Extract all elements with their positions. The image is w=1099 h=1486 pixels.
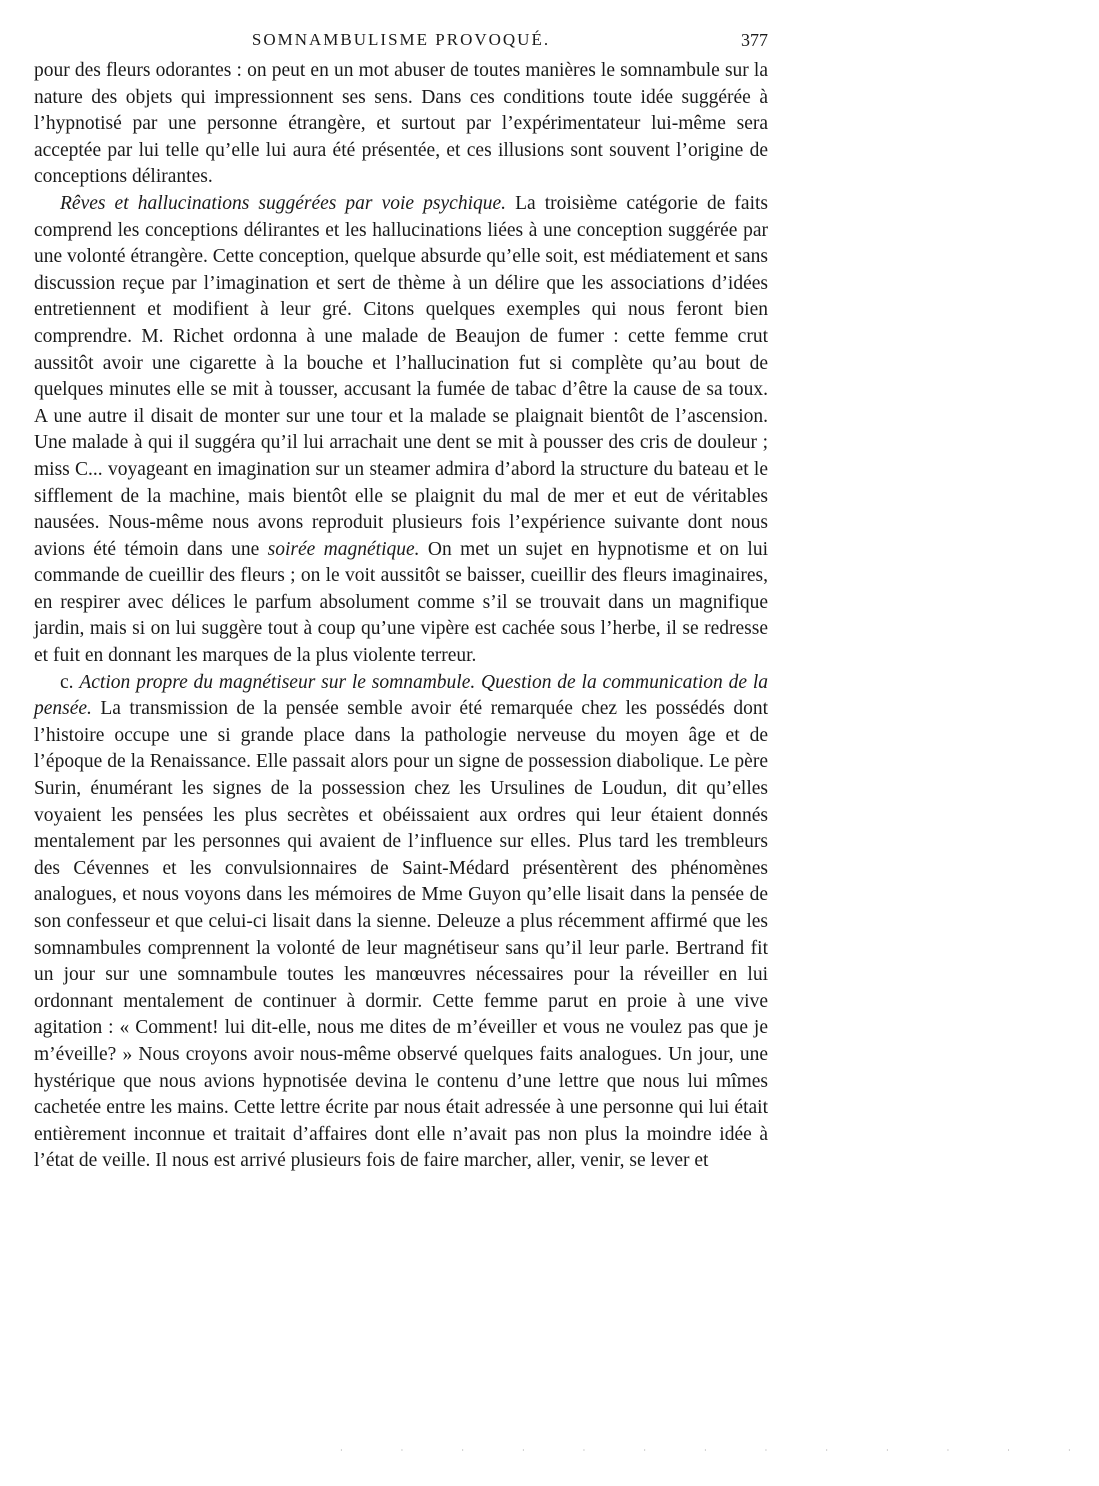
text-run: La troisième catégorie de faits comprend les conceptions délirantes et les hallucinations liées à une conception suggérée par une volonté étrangère. Cette conception, quelque absurde qu’elle soit, est médiatement et sans discussion reçue par l’imagination et sert de thème à un délire que les associations d’idées entretiennent et modifient à leur gré. Citons quelques exemples qui nous feront bien comprendre. M. Richet ordonna à une malade de Beaujon de fumer : cette femme crut aussitôt avoir une cigarette à la bouche et l’hallucination fut si complète qu’au bout de quelques minutes elle se mit à tousser, accusant la fumée de tabac d’être la cause de sa toux. A une autre il disait de monter sur une tour et la malade se plaignait bientôt de l’ascension. Une malade à qui il suggéra qu’il lui arrachait une dent se mit à pousser des cris de douleur ; miss C... voyageant en imagination sur un steamer admira d’abord la structure du bateau et le sifflement de la machine, mais bientôt elle se plaignit du mal de mer et eut de véritables nausées. Nous-même nous avons reproduit plusieurs fois l’expérience suivante dont nous avions été témoin dans une (34, 192, 769, 560)
running-title: SOMNAMBULISME PROVOQUÉ. (251, 30, 551, 49)
paragraph-p2 (34, 191, 768, 670)
italic-run: soirée magnétique. (267, 538, 420, 560)
italic-run: Rêves et hallucinations suggérées par voie psychique. (60, 192, 507, 214)
paragraph-p3 (34, 670, 768, 1175)
bleed-through-marks: · · · · · · · · · · · · · (340, 1446, 1099, 1455)
text-run: c. (60, 671, 80, 693)
text-run: On met un sujet en hypnotisme et on lui commande de cueillir des fleurs ; on le voit aussitôt se baisser, cueillir des fleurs imaginaires, en respirer avec délices le parfum absolument comme s’il se trouvait dans un magnifique jardin, mais si on lui suggère tout à coup qu’une vipère est cachée sous l’herbe, il se redresse et fuit en donnant les marques de la plus violente terreur. (34, 538, 768, 667)
paragraph-p1 (34, 58, 768, 191)
running-head (34, 30, 768, 58)
page-number: 377 (741, 30, 768, 50)
book-page (34, 30, 768, 1175)
body-text (34, 58, 768, 1175)
text-run: La transmission de la pensée semble avoir été remarquée chez les possédés dont l’histoire occupe une si grande place dans la pathologie nerveuse du moyen âge et de l’époque de la Renaissance. Elle passait alors pour un signe de possession diabolique. Le père Surin, énumérant les signes de la possession chez les Ursulines de Loudun, dit qu’elles voyaient les pensées les plus secrètes et obéissaient aux ordres qui leur étaient donnés mentalement par les personnes qui avaient de l’influence sur elles. Plus tard les trembleurs des Cévennes et les convulsionnaires de Saint-Médard présentèrent des phénomènes analogues, et nous voyons dans les mémoires de Mme Guyon qu’elle lisait dans la pensée de son confesseur et que celui-ci lisait dans la sienne. Deleuze a plus récemment affirmé que les somnambules comprennent la volonté de leur magnétiseur sans qu’il leur parle. Bertrand fit un jour sur une somnambule toutes les manœuvres nécessaires pour la réveiller en lui ordonnant mentalement de continuer à dormir. Cette femme parut en proie à une vive agitation : « Comment! lui dit-elle, nous me dites de m’éveiller et vous ne voulez pas que je m’éveille? » Nous croyons avoir nous-même observé quelques faits analogues. Un jour, une hystérique que nous avions hypnotisée devina le contenu d’une lettre que nous lui mîmes cachetée entre les mains. Cette lettre écrite par nous était adressée à une personne qui lui était entièrement inconnue et traitait d’affaires dont elle n’avait pas non plus la moindre idée à l’état de veille. Il nous est arrivé plusieurs fois de faire marcher, aller, venir, se lever et (34, 698, 768, 1172)
text-run: pour des fleurs odorantes : on peut en un mot abuser de toutes manières le somnambule sur la nature des objets qui impressionnent ses sens. Dans ces conditions toute idée suggérée à l’hypnotisé par une personne étrangère, et surtout par l’expérimentateur lui-même sera acceptée par lui telle qu’elle lui aura été présentée, et ces illusions sont souvent l’origine de conceptions délirantes. (34, 60, 768, 188)
italic-run: Action propre du magnétiseur sur le somnambule. Question de la communication de la pensée. (34, 671, 768, 720)
